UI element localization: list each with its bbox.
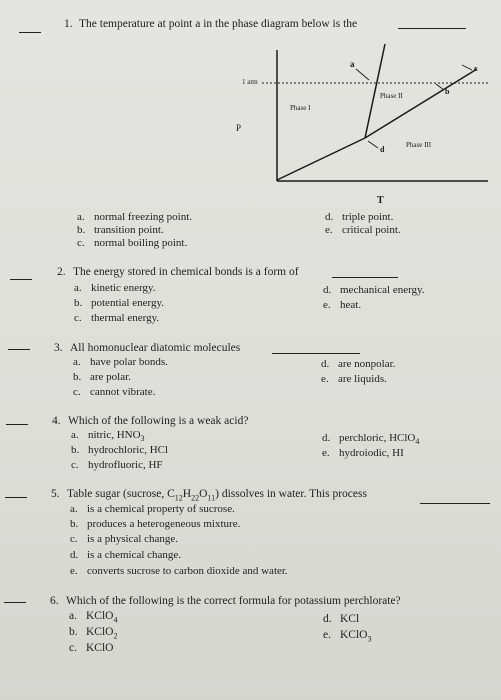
vaporization-curve bbox=[365, 69, 477, 138]
option-q4-e[interactable]: e. hydroiodic, HI bbox=[322, 447, 404, 459]
phase-1-label: Phase I bbox=[290, 104, 311, 112]
point-d-label: d bbox=[380, 145, 385, 154]
phase-2-label: Phase II bbox=[380, 92, 403, 100]
temperature-axis-label: T bbox=[377, 195, 384, 206]
question-number-q2: 2. bbox=[57, 266, 66, 278]
question-stem-q2: The energy stored in chemical bonds is a form of bbox=[73, 266, 299, 278]
question-stem-q4: Which of the following is a weak acid? bbox=[68, 415, 249, 427]
option-q5-b[interactable]: b. produces a heterogeneous mixture. bbox=[70, 518, 241, 530]
answer-blank-q3[interactable] bbox=[8, 349, 30, 350]
question-stem-q5: Table sugar (sucrose, $C_{12}H_{22}O_{11}$) dissolves in water. This process bbox=[67, 488, 367, 503]
fill-in-blank-q5[interactable] bbox=[420, 503, 490, 504]
option-q3-a[interactable]: a. have polar bonds. bbox=[73, 356, 168, 368]
option-q6-a[interactable]: a. KClO$_4$ bbox=[69, 610, 118, 625]
answer-blank-q4[interactable] bbox=[6, 424, 28, 425]
answer-blank-q2[interactable] bbox=[10, 279, 32, 280]
option-q5-a[interactable]: a. is a chemical property of sucrose. bbox=[70, 503, 235, 515]
option-q6-b[interactable]: b. KClO$_2$ bbox=[69, 626, 118, 641]
option-q4-c[interactable]: c. hydrofluoric, HF bbox=[71, 459, 163, 471]
pressure-axis-label: P bbox=[236, 123, 242, 133]
sublimation-curve bbox=[277, 138, 365, 180]
option-q6-c[interactable]: c. KClO bbox=[69, 642, 114, 654]
question-number-q6: 6. bbox=[50, 595, 59, 607]
option-q2-a[interactable]: a. kinetic energy. bbox=[74, 282, 156, 294]
option-q4-d[interactable]: d. perchloric, HClO$_4$ bbox=[322, 432, 420, 447]
option-q6-e[interactable]: e. KClO$_3$ bbox=[323, 629, 372, 644]
question-stem-q1: The temperature at point a in the phase diagram below is the bbox=[79, 18, 358, 30]
phase-diagram bbox=[0, 20, 501, 230]
point-c-label: c bbox=[474, 64, 478, 73]
question-stem-q6: Which of the following is the correct formula for potassium perchlorate? bbox=[66, 595, 401, 607]
option-q1-a[interactable]: a. normal freezing point. bbox=[77, 211, 193, 223]
option-q1-d[interactable]: d. triple point. bbox=[325, 211, 394, 223]
fill-in-blank-q3[interactable] bbox=[272, 353, 360, 354]
option-q2-d[interactable]: d. mechanical energy. bbox=[323, 284, 425, 296]
option-q3-b[interactable]: b. are polar. bbox=[73, 371, 131, 383]
point-a-label: a bbox=[350, 59, 355, 69]
option-q5-d[interactable]: d. is a chemical change. bbox=[70, 549, 182, 561]
option-q2-b[interactable]: b. potential energy. bbox=[74, 297, 165, 309]
option-q5-c[interactable]: c. is a physical change. bbox=[70, 533, 179, 545]
option-q3-e[interactable]: e. are liquids. bbox=[321, 373, 387, 385]
option-q2-e[interactable]: e. heat. bbox=[323, 299, 362, 311]
answer-blank-q5[interactable] bbox=[5, 497, 27, 498]
answer-blank-q6[interactable] bbox=[4, 602, 26, 603]
option-q3-c[interactable]: c. cannot vibrate. bbox=[73, 386, 156, 398]
melting-curve bbox=[365, 44, 385, 138]
option-q3-d[interactable]: d. are nonpolar. bbox=[321, 358, 396, 370]
option-q6-d[interactable]: d. KCl bbox=[323, 613, 360, 625]
option-q4-b[interactable]: b. hydrochloric, HCl bbox=[71, 444, 169, 456]
question-number-q1: 1. bbox=[64, 18, 73, 30]
phase-3-label: Phase III bbox=[406, 141, 432, 149]
option-q5-e[interactable]: e. converts sucrose to carbon dioxide and water. bbox=[70, 565, 288, 577]
point-b-label: b bbox=[445, 87, 450, 96]
question-number-q4: 4. bbox=[52, 415, 61, 427]
option-q2-c[interactable]: c. thermal energy. bbox=[74, 312, 160, 324]
fill-in-blank-q2[interactable] bbox=[332, 277, 398, 278]
option-q1-e[interactable]: e. critical point. bbox=[325, 224, 401, 236]
question-number-q5: 5. bbox=[51, 488, 60, 500]
question-number-q3: 3. bbox=[54, 342, 63, 354]
option-q1-b[interactable]: b. transition point. bbox=[77, 224, 164, 236]
one-atm-label: 1 atm bbox=[242, 78, 258, 86]
option-q1-c[interactable]: c. normal boiling point. bbox=[77, 237, 188, 249]
question-stem-q3: All homonuclear diatomic molecules bbox=[70, 342, 241, 354]
option-q4-a[interactable]: a. nitric, $HNO_3$ bbox=[71, 429, 145, 444]
